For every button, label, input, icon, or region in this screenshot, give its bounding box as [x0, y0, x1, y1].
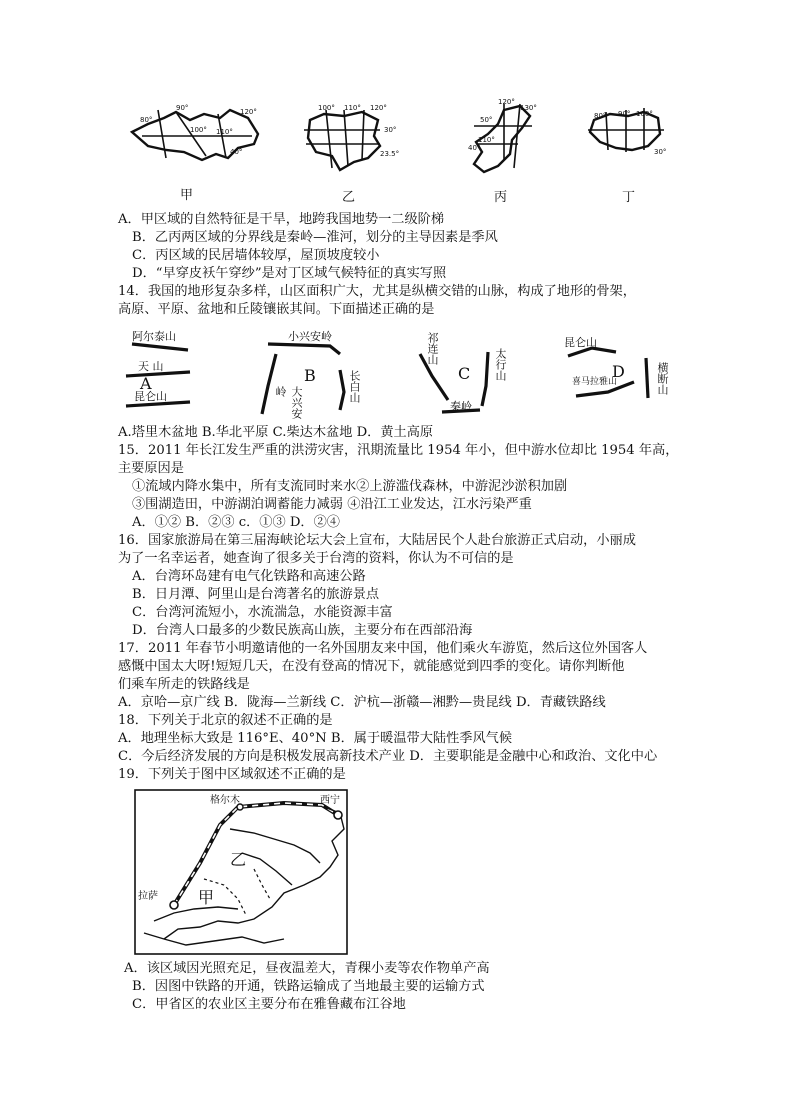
sketch-b-daxinganling: 大兴安岭	[274, 386, 303, 419]
q13-option-b: B．乙丙两区域的分界线是秦岭—淮河，划分的主导因素是季风	[132, 230, 498, 245]
q14-stem-line2: 高原、平原、盆地和丘陵镶嵌其间。下面描述正确的是	[118, 302, 435, 317]
q13-option-c: C．丙区域的民居墙体较厚，屋顶坡度较小	[132, 248, 380, 263]
sketch-d-kunlun: 昆仑山	[564, 336, 597, 349]
bing-label-110: 110°	[478, 136, 495, 144]
map-ding-caption: 丁	[622, 190, 636, 205]
q15-stem-line2: 主要原因是	[118, 461, 184, 476]
q18-stem: 18．下列关于北京的叙述不正确的是	[118, 713, 333, 728]
map-label-xining: 西宁	[320, 795, 340, 806]
sketch-c-qinling: 秦岭	[450, 400, 472, 413]
sketch-a-letter: A	[140, 374, 152, 393]
yi-label-120: 120°	[370, 104, 387, 112]
sketch-d-hengduan: 横断山	[656, 362, 669, 395]
map-label-yi: 乙	[230, 850, 247, 869]
sketch-b-changbai: 长白山	[348, 370, 361, 403]
q17-stem-line1: 17．2011 年春节小明邀请他的一名外国朋友来中国，他们乘火车游览，然后这位外国客人	[118, 641, 648, 656]
q17-stem-line2: 感慨中国太大呀!短短几天，在没有登高的情况下，就能感觉到四季的变化。请你判断他	[118, 659, 625, 674]
sketch-b-letter: B	[304, 366, 316, 385]
ding-label-90: 90°	[618, 110, 631, 118]
q13-option-d: D．“早穿皮袄午穿纱”是对丁区域气候特征的真实写照	[132, 266, 447, 281]
ding-label-80: 80°	[594, 112, 607, 120]
jia-label-80: 80°	[140, 116, 153, 124]
map-yi-caption: 乙	[342, 190, 356, 205]
yi-label-23-5: 23.5°	[380, 150, 400, 158]
lasa-station-marker	[170, 901, 178, 909]
bing-label-120: 120°	[498, 98, 515, 106]
yi-label-110: 110°	[344, 104, 361, 112]
q13-region-maps	[118, 96, 678, 206]
ding-label-100: 100°	[636, 110, 653, 118]
xining-station-marker	[334, 811, 342, 819]
sketch-a-altai: 阿尔泰山	[132, 330, 176, 343]
q16-option-b: B．日月潭、阿里山是台湾著名的旅游景点	[132, 587, 380, 602]
q16-option-c: C．台湾河流短小，水流湍急，水能资源丰富	[132, 605, 393, 620]
sketch-d-letter: D	[612, 362, 625, 381]
sketch-c-qilian: 祁连山	[426, 332, 439, 365]
bing-label-130: 130°	[520, 104, 537, 112]
map-label-lasa: 拉萨	[138, 891, 158, 902]
map-frame	[135, 790, 347, 954]
q19-option-b: B．因图中铁路的开通，铁路运输成了当地最主要的运输方式	[132, 979, 485, 994]
sketch-a-tianshan: 天 山	[138, 360, 164, 373]
sketch-c-letter: C	[458, 364, 471, 383]
q15-options: A．①② B．②③ c．①③ D．②④	[132, 515, 340, 530]
jia-label-100: 100°	[190, 126, 207, 134]
bing-label-40: 40°	[468, 144, 481, 152]
q19-option-a: A．该区域因光照充足，昼夜温差大，青稞小麦等农作物单产高	[124, 961, 490, 976]
map-label-jia: 甲	[198, 888, 215, 907]
jia-label-90: 90°	[176, 104, 189, 112]
q16-stem-line1: 16．国家旅游局在第三届海峡论坛大会上宣布，大陆居民个人赴台旅游正式启动，小丽成	[118, 533, 636, 548]
bing-label-50: 50°	[480, 116, 493, 124]
yi-label-30: 30°	[384, 126, 397, 134]
q14-options: A.塔里木盆地 B.华北平原 C.柴达木盆地 D．黄土高原	[118, 425, 434, 440]
q16-option-a: A．台湾环岛建有电气化铁路和高速公路	[132, 569, 366, 584]
q18-options-cd: C．今后经济发展的方向是积极发展高新技术产业 D．主要职能是金融中心和政治、文化中心	[118, 749, 658, 764]
q13-option-a: A．甲区域的自然特征是干旱，地跨我国地势一二级阶梯	[118, 212, 445, 227]
yi-label-100: 100°	[318, 104, 335, 112]
jia-label-40: 40°	[230, 148, 243, 156]
sketch-d-himalaya: 喜马拉雅山	[572, 377, 618, 387]
ding-label-30: 30°	[654, 148, 667, 156]
map-jia-caption: 甲	[180, 188, 194, 203]
sketch-b-xiaoxinganling: 小兴安岭	[288, 330, 332, 343]
q15-stem-line1: 15．2011 年长江发生严重的洪涝灾害，汛期流量比 1954 年小，但中游水位却比 1954 年高，	[118, 443, 679, 458]
jia-label-120: 120°	[240, 108, 257, 116]
q19-map-svg	[134, 789, 348, 955]
q16-option-d: D．台湾人口最多的少数民族高山族，主要分布在西部沿海	[132, 623, 473, 638]
q17-options: A．京哈—京广线 B．陇海—兰新线 C．沪杭—浙赣—湘黔—贵昆线 D．青藏铁路线	[118, 695, 606, 710]
q17-stem-line3: 们乘车所走的铁路线是	[118, 677, 250, 692]
sketch-a-kunlun: 昆仑山	[134, 390, 167, 403]
jia-label-110: 110°	[216, 128, 233, 136]
q14-terrain-sketches	[118, 326, 678, 422]
q14-stem-line1: 14．我国的地形复杂多样，山区面积广大，尤其是纵横交错的山脉，构成了地形的骨架，	[118, 284, 636, 299]
q16-stem-line2: 为了一名幸运者，她查询了很多关于台湾的资料，你认为不可信的是	[118, 551, 514, 566]
q19-option-c: C．甲省区的农业区主要分布在雅鲁藏布江谷地	[132, 997, 406, 1012]
q15-item-line1: ①流域内降水集中，所有支流同时来水②上游滥伐森林，中游泥沙淤积加剧	[132, 479, 568, 494]
q19-stem: 19．下列关于图中区域叙述不正确的是	[118, 767, 346, 782]
q18-options-ab: A．地理坐标大致是 116°E、40°N B．属于暖温带大陆性季风气候	[118, 731, 513, 746]
q19-region-map	[134, 789, 348, 955]
q15-item-line2: ③围湖造田，中游湖泊调蓄能力减弱 ④沿江工业发达，江水污染严重	[132, 497, 532, 512]
map-label-geermu: 格尔木	[210, 795, 240, 806]
sketch-c-taihang: 太行山	[494, 348, 507, 381]
map-bing-caption: 丙	[494, 190, 508, 205]
map-yi-outline	[304, 110, 380, 170]
sketch-d-lines	[568, 348, 648, 398]
